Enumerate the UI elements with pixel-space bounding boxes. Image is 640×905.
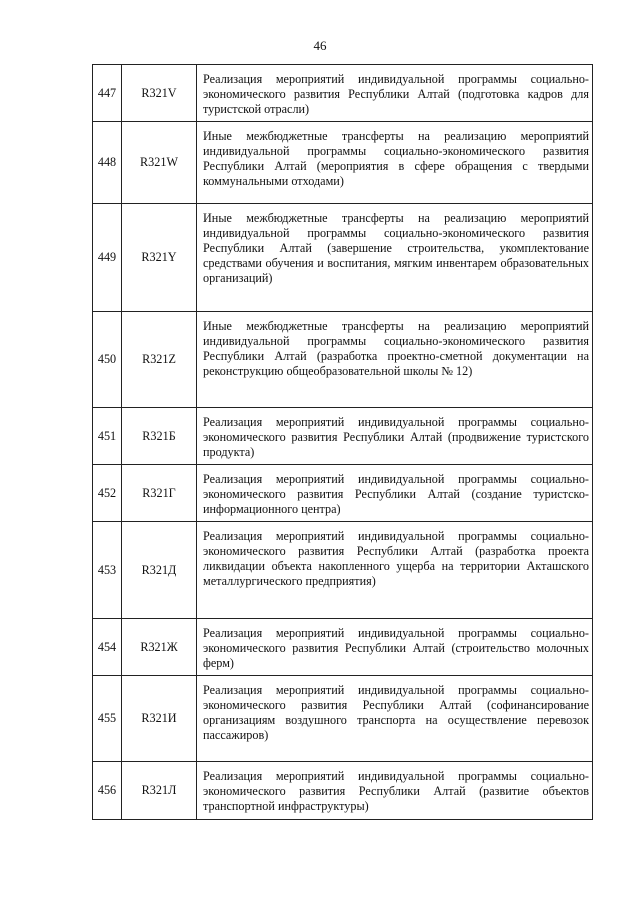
table-row [93,312,593,408]
table-row [93,65,593,122]
table-row [93,619,593,676]
row-number: 448 [93,122,122,204]
row-number: 454 [93,619,122,676]
target-article-code: R321W [122,122,197,204]
row-number: 451 [93,408,122,465]
table-row [93,762,593,820]
table-row [93,676,593,762]
expense-description: Реализация мероприятий индивидуальной программы социально-экономического развития Республики Алтай (создание туристско-информационного центра) [197,465,593,522]
row-number: 449 [93,204,122,312]
expense-description: Иные межбюджетные трансферты на реализацию мероприятий индивидуальной программы социально-экономического развития Республики Алтай (завершение строительства, укомплектование средствами обучения и воспитания, мягким инвентарем образовательных организаций) [197,204,593,312]
target-article-code: R321Д [122,522,197,619]
row-number: 455 [93,676,122,762]
table-row [93,204,593,312]
target-article-code: R321И [122,676,197,762]
target-article-code: R321Y [122,204,197,312]
expense-description: Реализация мероприятий индивидуальной программы социально-экономического развития Республики Алтай (строительство молочных ферм) [197,619,593,676]
budget-classification-table [92,64,593,820]
row-number: 452 [93,465,122,522]
row-number: 447 [93,65,122,122]
table-row [93,408,593,465]
target-article-code: R321Г [122,465,197,522]
expense-description: Реализация мероприятий индивидуальной программы социально-экономического развития Республики Алтай (разработка проекта ликвидации объекта накопленного ущерба на территории Акташского металлургического предприятия) [197,522,593,619]
table-row [93,522,593,619]
target-article-code: R321Б [122,408,197,465]
page-number: 46 [313,38,327,53]
expense-description: Иные межбюджетные трансферты на реализацию мероприятий индивидуальной программы социально-экономического развития Республики Алтай (мероприятия в сфере обращения с твердыми коммунальными отходами) [197,122,593,204]
expense-description: Реализация мероприятий индивидуальной программы социально-экономического развития Республики Алтай (развитие объектов транспортной инфраструктуры) [197,762,593,820]
expense-description: Реализация мероприятий индивидуальной программы социально-экономического развития Республики Алтай (продвижение туристского продукта) [197,408,593,465]
table-row [93,465,593,522]
expense-description: Иные межбюджетные трансферты на реализацию мероприятий индивидуальной программы социально-экономического развития Республики Алтай (разработка проектно-сметной документации на реконструкцию общеобразовательной школы № 12) [197,312,593,408]
expense-description: Реализация мероприятий индивидуальной программы социально-экономического развития Республики Алтай (софинансирование организациям воздушного транспорта на осуществление перевозок пассажиров) [197,676,593,762]
row-number: 456 [93,762,122,820]
target-article-code: R321V [122,65,197,122]
row-number: 453 [93,522,122,619]
expense-description: Реализация мероприятий индивидуальной программы социально-экономического развития Республики Алтай (подготовка кадров для туристской отрасли) [197,65,593,122]
target-article-code: R321Z [122,312,197,408]
target-article-code: R321Л [122,762,197,820]
row-number: 450 [93,312,122,408]
table-row [93,122,593,204]
target-article-code: R321Ж [122,619,197,676]
